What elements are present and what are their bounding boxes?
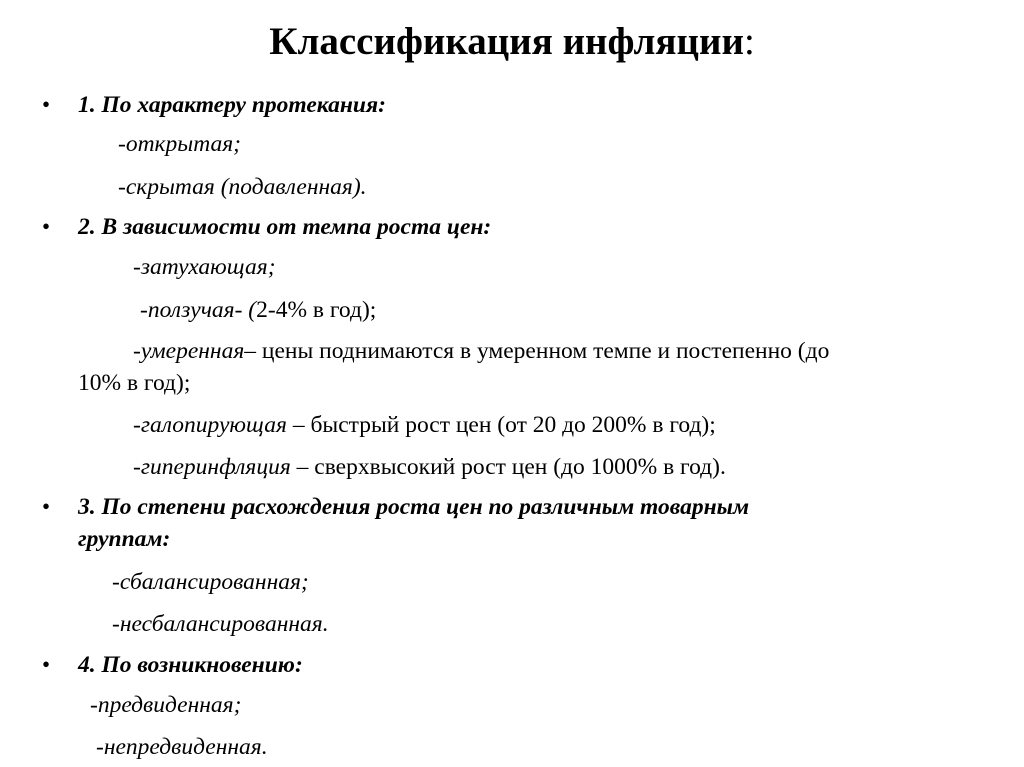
item-galloping-label: -галопирующая xyxy=(133,412,287,438)
item-creeping-label: -ползучая- ( xyxy=(140,297,257,323)
item-anticipated: -предвиденная; xyxy=(90,692,242,718)
section-heading-3: 3. По степени расхождения роста цен по различным товарным xyxy=(78,494,750,520)
item-galloping xyxy=(133,410,716,440)
item-declining: -затухающая; xyxy=(133,254,276,280)
slide-title-text: Классификация инфляции xyxy=(269,20,744,63)
item-moderate-cont: 10% в год); xyxy=(78,370,191,396)
slide-title xyxy=(0,16,1024,68)
bullet-1: • xyxy=(42,92,51,117)
bullet-4: • xyxy=(42,652,51,677)
section-heading-3-cont: группам: xyxy=(78,526,171,552)
item-hyper-text: – сверхвысокий рост цен (до 1000% в год). xyxy=(290,454,726,480)
item-creeping xyxy=(140,295,376,325)
item-creeping-text: 2-4% в год); xyxy=(256,297,377,323)
bullet-2: • xyxy=(42,214,51,239)
section-heading-4: 4. По возникновению: xyxy=(78,652,303,678)
item-moderate xyxy=(133,336,829,366)
section-heading-1: 1. По характеру протекания: xyxy=(78,92,386,118)
item-unanticipated: -непредвиденная. xyxy=(96,734,268,760)
item-hyper xyxy=(133,452,726,482)
item-hyper-label: -гиперинфляция xyxy=(133,454,291,480)
section-heading-2: 2. В зависимости от темпа роста цен: xyxy=(78,214,492,240)
item-hidden: -скрытая (подавленная). xyxy=(118,174,367,200)
slide-title-colon: : xyxy=(743,20,755,63)
item-unbalanced: -несбалансированная. xyxy=(112,611,329,637)
bullet-3: • xyxy=(42,494,51,519)
item-open: -открытая; xyxy=(118,131,241,157)
item-balanced: -сбалансированная; xyxy=(112,569,309,595)
item-moderate-label: -умеренная xyxy=(133,338,245,364)
item-moderate-text: – цены поднимаются в умеренном темпе и постепенно (до xyxy=(244,338,830,364)
item-galloping-text: – быстрый рост цен (от 20 до 200% в год); xyxy=(286,412,716,438)
